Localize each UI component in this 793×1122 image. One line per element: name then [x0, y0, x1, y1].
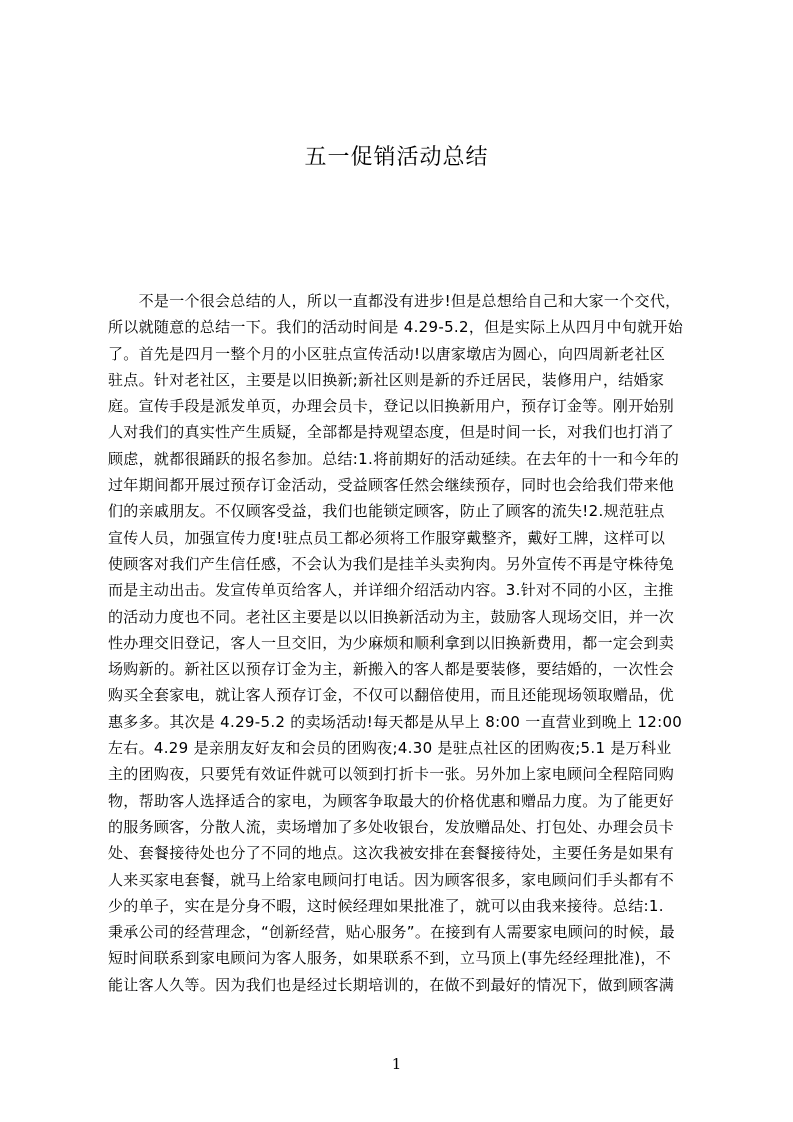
text-line: 处、套餐接待处也分了不同的地点。这次我被安排在套餐接待处，主要任务是如果有 [108, 844, 675, 863]
text-line: 场购新的。新社区以预存订金为主，新搬入的客人都是要装修，要结婚的，一次性会 [108, 660, 675, 679]
text-line: 主的团购夜，只要凭有效证件就可以领到打折卡一张。另外加上家电顾问全程陪同购 [108, 765, 675, 784]
text-line: 使顾客对我们产生信任感，不会认为我们是挂羊头卖狗肉。另外宣传不再是守株待兔 [108, 554, 675, 573]
text-line: 惠多多。其次是 4.29-5.2 的卖场活动!每天都是从早上 8:00 一直营业到晚上 12:00 [108, 712, 683, 731]
text-line: 物，帮助客人选择适合的家电，为顾客争取最大的价格优惠和赠品力度。为了能更好 [108, 791, 675, 810]
text-line: 秉承公司的经营理念，“创新经营，贴心服务”。在接到有人需要家电顾问的时候，最 [108, 923, 675, 942]
text-line: 而是主动出击。发宣传单页给客人，并详细介绍活动内容。3.针对不同的小区，主推 [108, 581, 674, 600]
text-line: 性办理交旧登记，客人一旦交旧，为少麻烦和顺利拿到以旧换新费用，都一定会到卖 [108, 633, 675, 652]
text-line: 们的亲戚朋友。不仅顾客受益，我们也能锁定顾客，防止了顾客的流失!2.规范驻点 [108, 502, 665, 521]
text-line: 少的单子，实在是分身不暇，这时候经理如果批准了，就可以由我来接待。总结:1. [108, 896, 664, 915]
text-line: 的活动力度也不同。老社区主要是以以旧换新活动为主，鼓励客人现场交旧，并一次 [108, 607, 675, 626]
text-line: 左右。4.29 是亲朋友好友和会员的团购夜;4.30 是驻点社区的团购夜;5.1 是万科业 [108, 739, 672, 758]
text-line: 人来买家电套餐，就马上给家电顾问打电话。因为顾客很多，家电顾问们手头都有不 [108, 870, 675, 889]
text-line: 驻点。针对老社区，主要是以旧换新;新社区则是新的乔迁居民，装修用户，结婚家 [108, 370, 665, 389]
document-title: 五一促销活动总结 [304, 145, 489, 170]
text-line: 顾虑，就都很踊跃的报名参加。总结:1.将前期好的活动延续。在去年的十一和今年的 [108, 449, 680, 468]
text-line: 庭。宣传手段是派发单页，办理会员卡，登记以旧换新用户，预存订金等。刚开始别 [108, 397, 675, 416]
text-line: 宣传人员，加强宣传力度!驻点员工都必须将工作服穿戴整齐，戴好工牌，这样可以 [108, 528, 666, 547]
text-line: 人对我们的真实性产生质疑，全部都是持观望态度，但是时间一长，对我们也打消了 [108, 423, 675, 442]
text-line: 了。首先是四月一整个月的小区驻点宣传活动!以唐家墩店为圆心，向四周新老社区 [108, 344, 666, 363]
text-line: 的服务顾客，分散人流，卖场增加了多处收银台，发放赠品处、打包处、办理会员卡 [108, 817, 675, 836]
text-line: 所以就随意的总结一下。我们的活动时间是 4.29-5.2，但是实际上从四月中旬就开始 [108, 318, 684, 337]
text-line: 过年期间都开展过预存订金活动，受益顾客任然会继续预存，同时也会给我们带来他 [108, 476, 675, 495]
text-line: 不是一个很会总结的人，所以一直都没有进步!但是总想给自己和大家一个交代， [108, 292, 681, 310]
body-paragraph [108, 288, 698, 998]
page-number: 1 [391, 1055, 402, 1073]
text-line: 能让客人久等。因为我们也是经过长期培训的，在做不到最好的情况下，做到顾客满 [108, 975, 675, 994]
text-line: 购买全套家电，就让客人预存订金，不仅可以翻倍使用，而且还能现场领取赠品，优 [108, 686, 675, 705]
text-line: 短时间联系到家电顾问为客人服务，如果联系不到，立马顶上(事先经经理批准)，不 [108, 949, 672, 968]
